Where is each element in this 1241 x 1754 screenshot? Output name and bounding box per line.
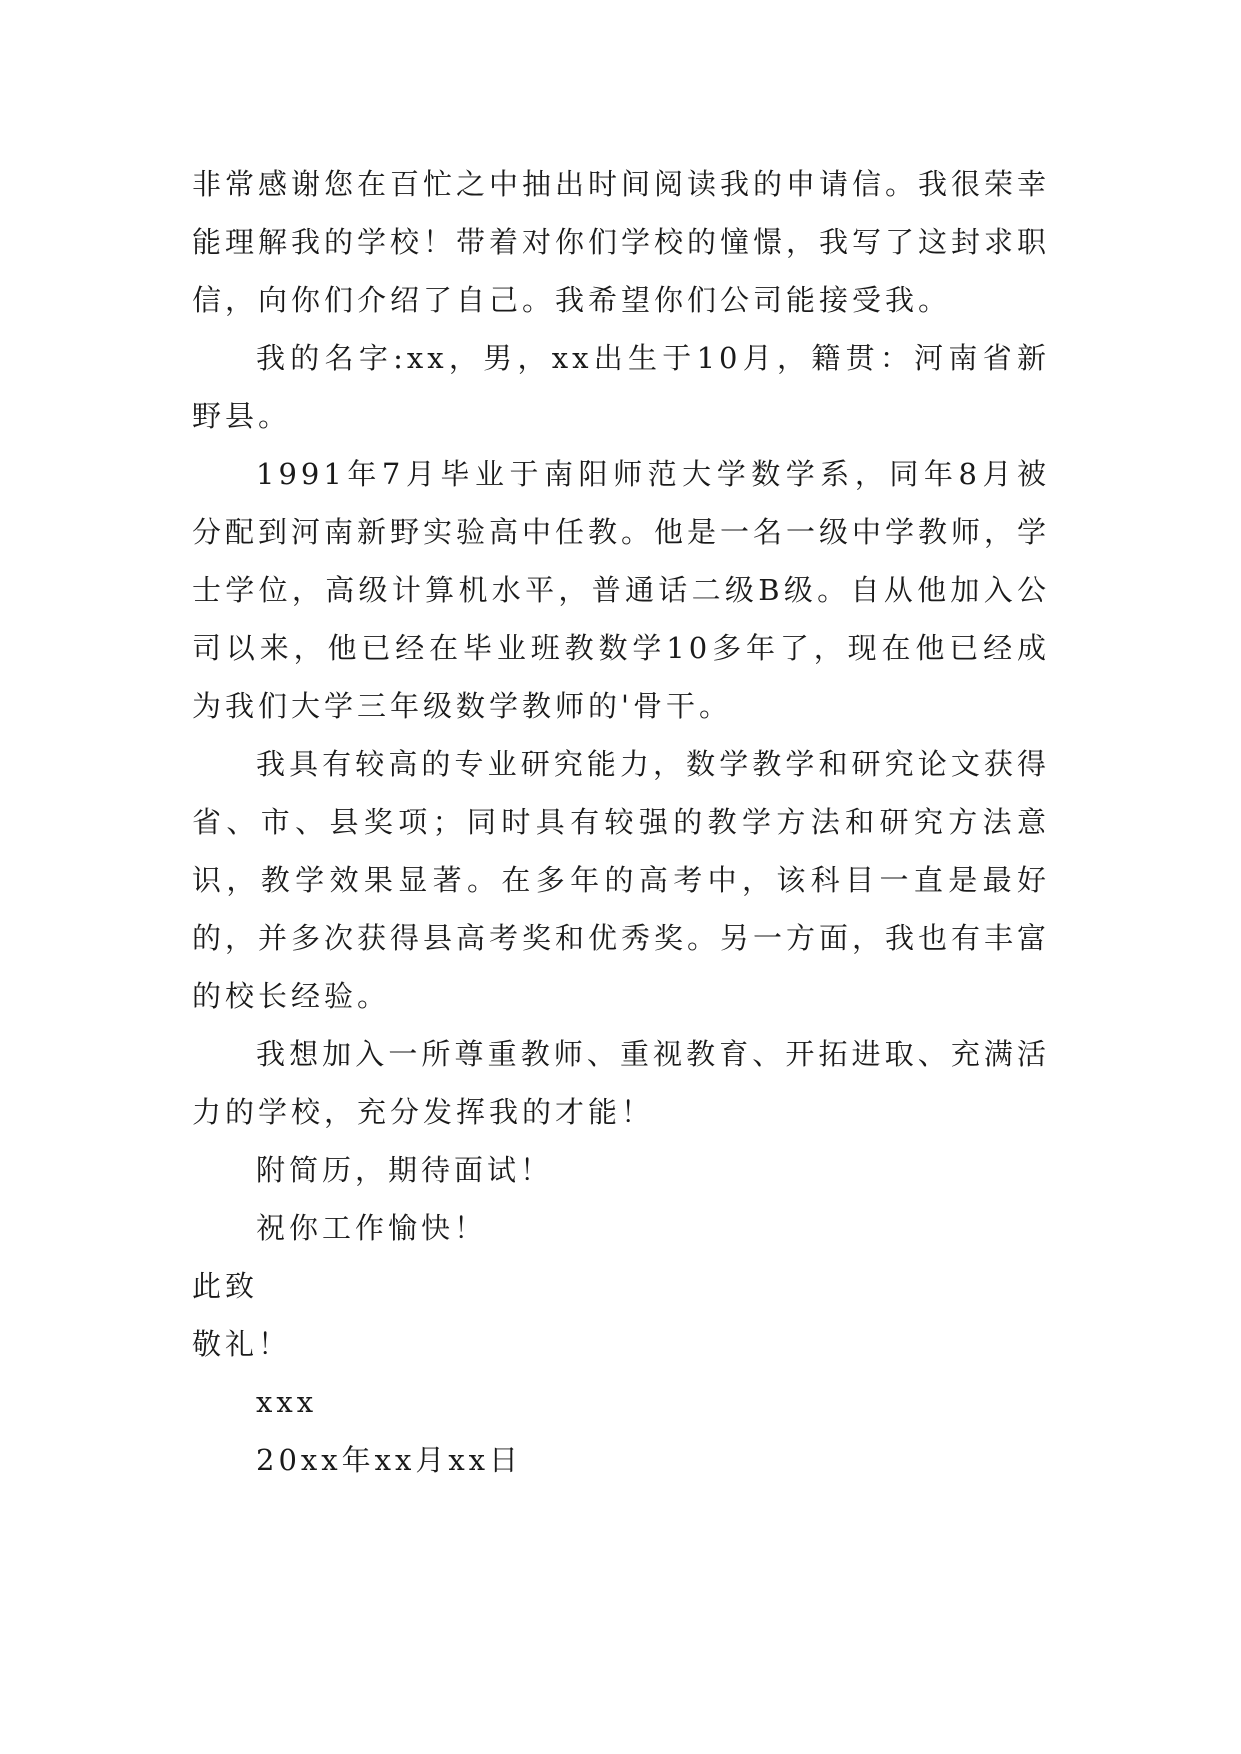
signature: xxx: [256, 1385, 318, 1419]
closing-respect: 敬礼！: [192, 1327, 292, 1361]
paragraph-education: 1991年7月毕业于南阳师范大学数学系，同年8月被分配到河南新野实验高中任教。他是一名一级中学教师，学士学位，高级计算机水平，普通话二级B级。自从他加入公司以来，他已经在毕业班教数学10多年了，现在他已经成为我们大学三年级数学教师的'骨干。: [192, 457, 1051, 723]
paragraph-ability: 我具有较高的专业研究能力，数学教学和研究论文获得省、市、县奖项；同时具有较强的教学方法和研究方法意识，教学效果显著。在多年的高考中，该科目一直是最好的，并多次获得县高考奖和优秀奖。另一方面，我也有丰富的校长经验。: [192, 747, 1051, 1013]
closing-salutation: 此致: [192, 1269, 259, 1303]
paragraph-intro: 非常感谢您在百忙之中抽出时间阅读我的申请信。我很荣幸能理解我的学校！带着对你们学校的憧憬，我写了这封求职信，向你们介绍了自己。我希望你们公司能接受我。: [192, 167, 1051, 317]
paragraph-wishes: 祝你工作愉快！: [256, 1211, 488, 1245]
letter-body: [192, 155, 1050, 1489]
paragraph-goal: 我想加入一所尊重教师、重视教育、开拓进取、充满活力的学校，充分发挥我的才能！: [192, 1037, 1050, 1129]
paragraph-name: 我的名字:xx，男，xx出生于10月，籍贯：河南省新野县。: [192, 341, 1050, 433]
paragraph-resume: 附简历，期待面试！: [256, 1153, 554, 1187]
letter-date: 20xx年xx月xx日: [256, 1443, 523, 1477]
